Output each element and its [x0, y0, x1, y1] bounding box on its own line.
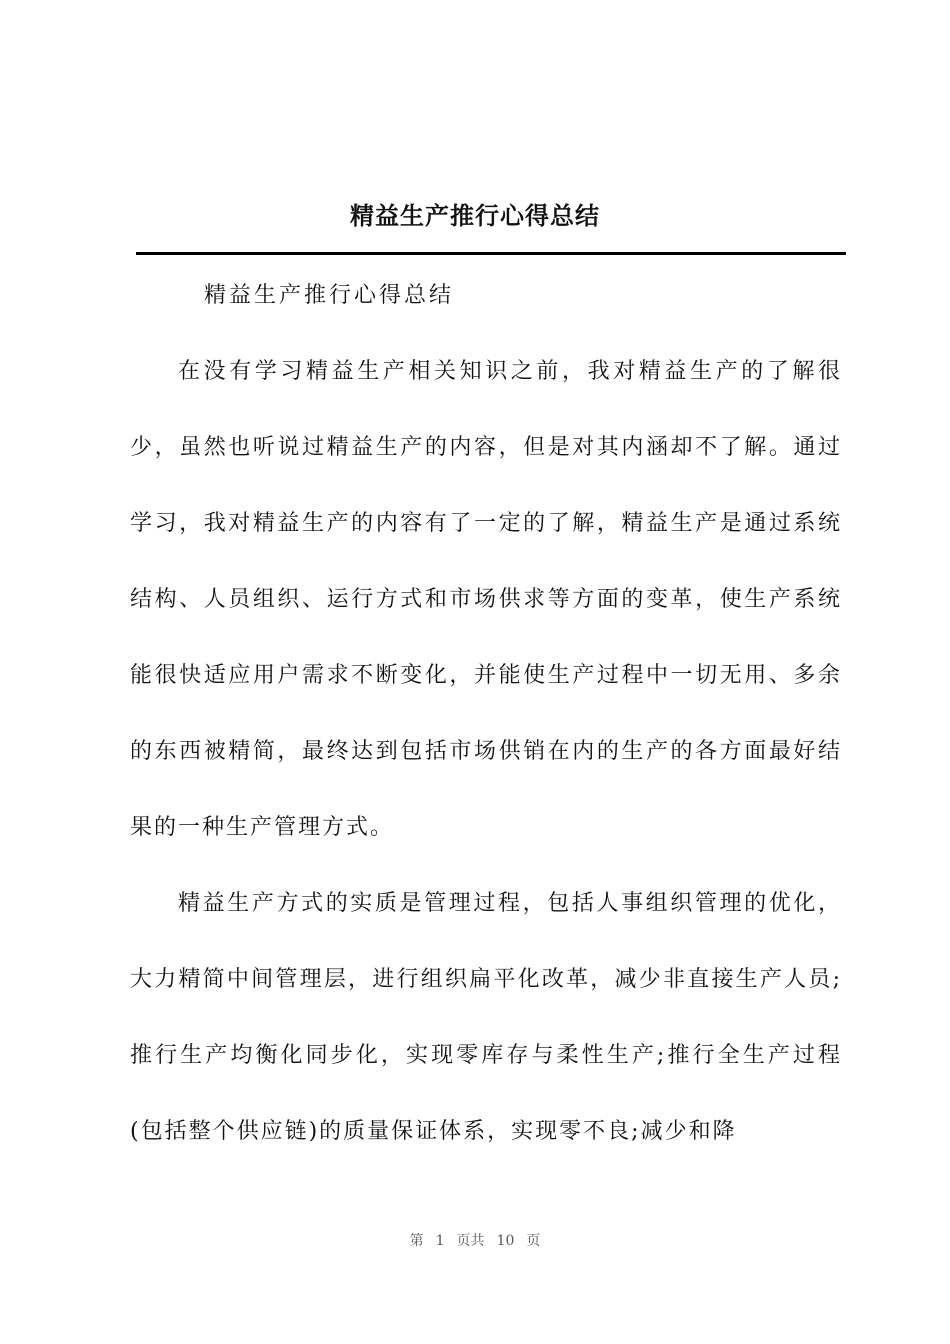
- paragraph-1: 在没有学习精益生产相关知识之前，我对精益生产的了解很少，虽然也听说过精益生产的内容，但是对其内涵却不了解。通过学习，我对精益生产的内容有了一定的了解，精益生产是通过系统结构、人员组织、运行方式和市场供求等方面的变革，使生产系统能很快适应用户需求不断变化，并能使生产过程中一切无用、多余的东西被精简，最终达到包括市场供销在内的生产的各方面最好结果的一种生产管理方式。: [130, 359, 842, 840]
- paragraph-2: 精益生产方式的实质是管理过程，包括人事组织管理的优化，大力精简中间管理层，进行组织扁平化改革，减少非直接生产人员;推行生产均衡化同步化，实现零库存与柔性生产;推行全生产过程(包括整个供应链)的质量保证体系，实现零不良;减少和降: [130, 891, 842, 1144]
- footer-page-unit: 页共: [456, 1233, 485, 1249]
- footer-page-number: 1: [435, 1233, 445, 1249]
- footer-total-pages: 10: [496, 1233, 515, 1249]
- title-underline: [136, 252, 846, 255]
- footer-total-unit: 页: [526, 1233, 541, 1249]
- page-footer: [0, 1230, 950, 1250]
- document-subtitle: 精益生产推行心得总结: [204, 283, 455, 308]
- document-title: 精益生产推行心得总结: [350, 202, 600, 230]
- footer-page-label: 第: [409, 1233, 424, 1249]
- document-body: [130, 280, 842, 1170]
